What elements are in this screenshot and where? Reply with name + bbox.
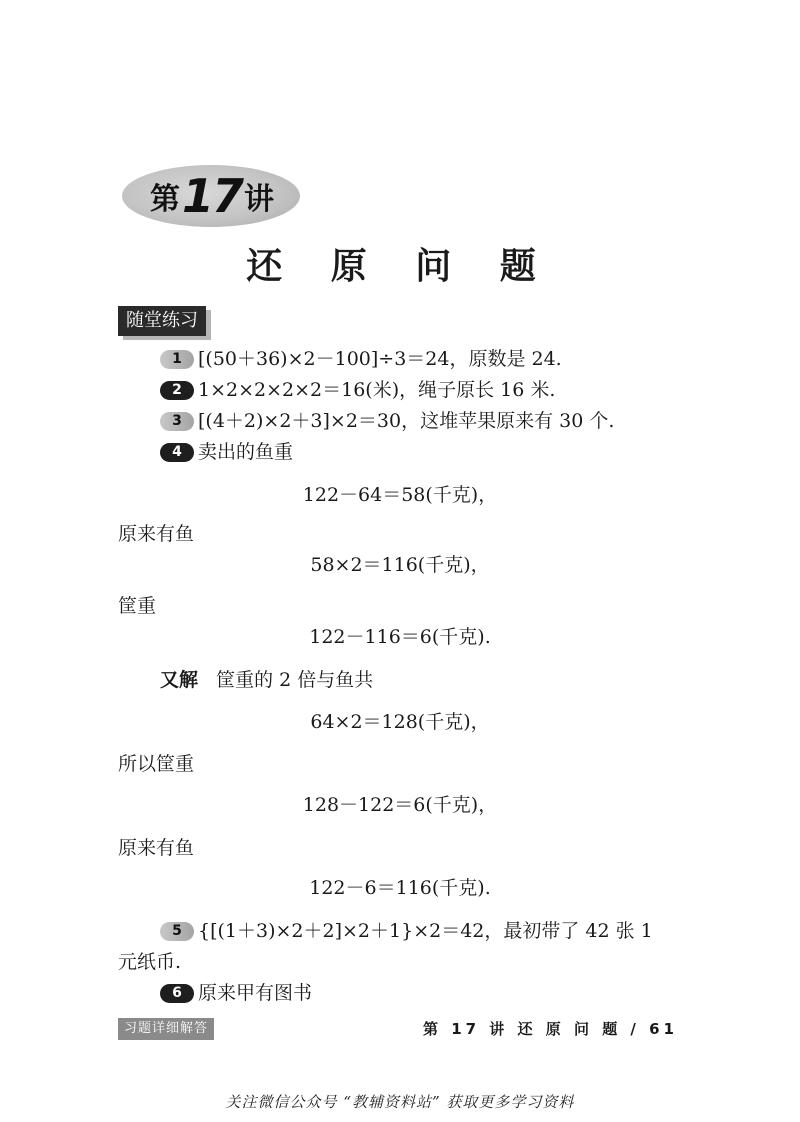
page-title: 还 原 问 题 [246,245,554,287]
exercise-5-text: {[(1＋3)×2＋2]×2＋1}×2＝42，最初带了 42 张 1 [198,920,653,942]
item-number-2: 2 [160,381,194,400]
exercise-6-text: 原来甲有图书 [198,982,313,1004]
item-number-4: 4 [160,443,194,462]
equation-3: 122－116＝6(千克). [309,626,491,648]
equation-5: 128－122＝6(千克)， [302,794,498,816]
equation-2: 58×2＝116(千克)， [310,554,490,576]
exercise-2 [160,376,555,404]
exercise-5-continuation: 元纸币. [118,951,182,973]
alt-solution-label: 又解 [160,669,199,691]
exercise-6 [160,979,312,1007]
lecture-label [150,168,274,224]
label-fish-original-2: 原来有鱼 [118,837,195,859]
alt-solution-text: 筐重的 2 倍与鱼共 [216,669,374,691]
lecture-number: 17 [182,169,243,223]
footer-section-label: 习题详细解答 [118,1018,214,1040]
item-number-3: 3 [160,412,194,431]
lecture-prefix: 第 [150,182,180,217]
equation-1: 122－64＝58(千克)， [302,484,498,506]
exercise-1 [160,345,562,373]
label-fish-original: 原来有鱼 [118,523,195,545]
exercise-3 [160,407,614,435]
equation-4: 64×2＝128(千克)， [310,711,490,733]
lecture-suffix: 讲 [244,182,275,217]
exercise-4 [160,438,293,466]
alternative-solution [160,666,373,694]
section-heading: 随堂练习 [118,306,206,336]
footer-page-info: 第 17 讲 还 原 问 题 / 61 [422,1020,678,1038]
item-number-6: 6 [160,984,194,1003]
exercise-3-text: [(4＋2)×2＋3]×2＝30，这堆苹果原来有 30 个. [198,410,615,432]
exercise-4-text: 卖出的鱼重 [198,441,294,463]
equation-6: 122－6＝116(千克). [309,877,491,899]
label-so-basket: 所以筐重 [118,753,195,775]
label-basket-weight: 筐重 [118,595,157,617]
item-number-5: 5 [160,922,194,941]
exercise-1-text: [(50＋36)×2－100]÷3＝24，原数是 24. [198,348,562,370]
exercise-2-text: 1×2×2×2×2＝16(米)，绳子原长 16 米. [198,379,556,401]
exercise-5 [160,917,653,945]
watermark-text: 关注微信公众号 “教辅资料站” 获取更多学习资料 [225,1093,575,1111]
item-number-1: 1 [160,350,194,369]
